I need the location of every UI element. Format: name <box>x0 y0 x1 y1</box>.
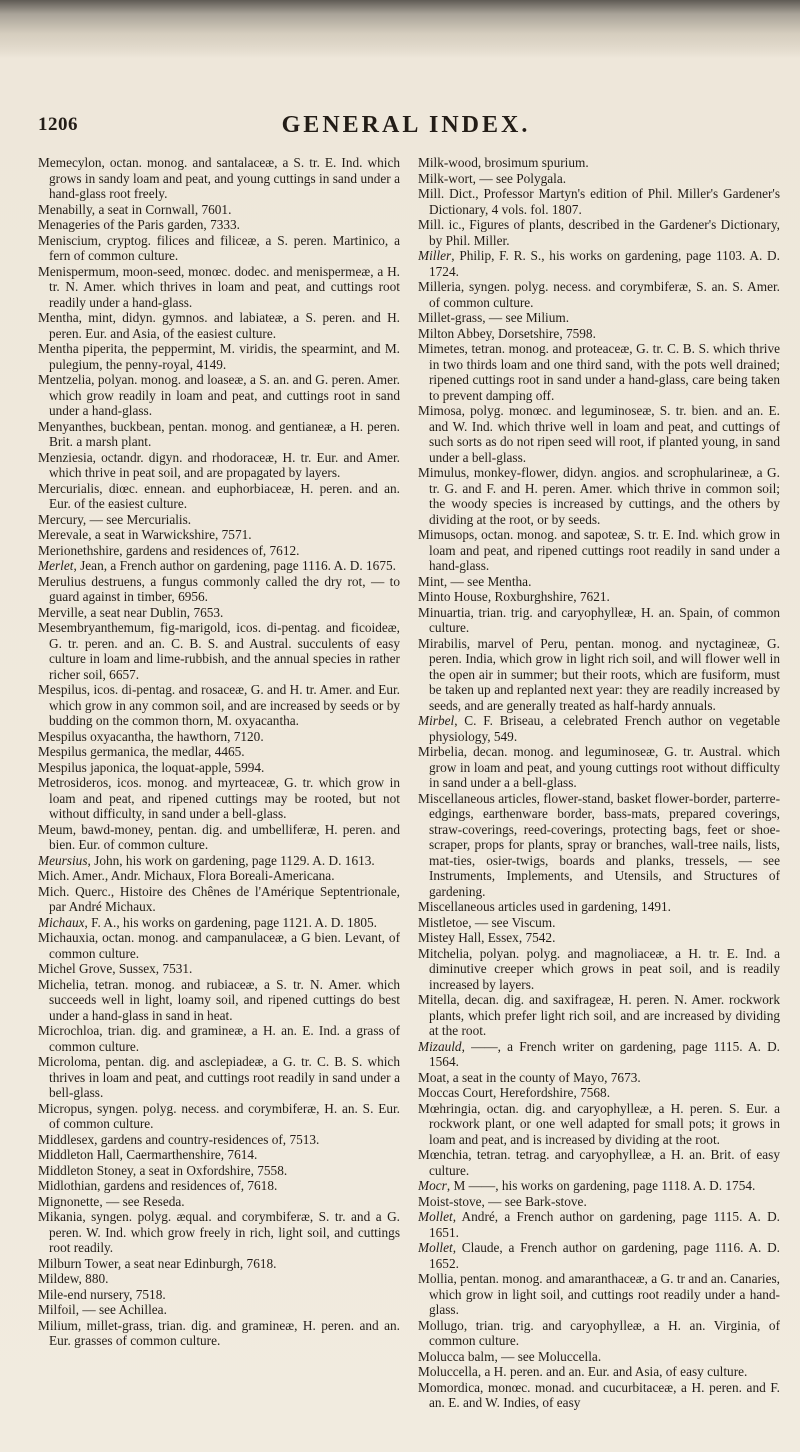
index-term: Middleton Stoney <box>38 1162 133 1178</box>
index-description: , pentan. monog. and amaranthaceæ, a G. tr and an. Canaries, which grow in light soil, and cuttings root readily under a hand-glass. <box>429 1271 780 1317</box>
index-entry <box>418 341 780 403</box>
index-term: Merionethshire <box>38 542 120 558</box>
index-term: Middleton Hall <box>38 1147 120 1162</box>
index-entry <box>418 1209 780 1240</box>
index-term: Mercurialis <box>38 480 100 496</box>
index-entry <box>38 915 400 931</box>
index-entry <box>418 155 780 171</box>
index-entry <box>38 1132 400 1148</box>
index-description: , syngen. polyg. æqual. and corymbiferæ, S. tr. and a G. peren. W. Ind. which grow freely in rich, light soil, and cuttings root readily. <box>49 1209 400 1255</box>
index-term: Mimulus <box>418 465 467 480</box>
page-number: 1206 <box>38 114 78 135</box>
index-description: of the Paris garden, 7333. <box>100 217 240 232</box>
index-entry <box>418 1178 780 1194</box>
index-term: Mollugo <box>418 1317 464 1333</box>
index-term: Mile-end nursery <box>38 1286 130 1302</box>
index-entry <box>418 992 780 1039</box>
index-term: Mizauld <box>418 1038 462 1054</box>
index-entry <box>38 1023 400 1054</box>
index-description: , — see Mentha. <box>443 573 532 589</box>
index-description: , Histoire des Chênes de l'Amérique Septentrionale, par André Michaux. <box>49 883 400 914</box>
index-description: , M ——, his works on gardening, page 1118. A. D. 1754. <box>446 1178 756 1193</box>
index-term: Mimusops <box>418 527 475 542</box>
index-entry <box>38 1302 400 1318</box>
index-term: Mœnchia <box>418 1147 469 1162</box>
index-description: , monœc. monad. and cucurbitaceæ, a H. peren. and F. an. E. and W. Indies, of easy <box>429 1379 780 1410</box>
left-column <box>38 155 400 1450</box>
index-term: Mikania <box>38 1209 83 1224</box>
index-entry <box>38 543 400 559</box>
index-entry <box>418 1194 780 1210</box>
index-description: , Herefordshire, 7568. <box>492 1085 611 1100</box>
index-entry <box>38 574 400 605</box>
index-entry <box>38 682 400 729</box>
index-entry <box>38 868 400 884</box>
index-term: Mespilus oxyacantha <box>38 728 151 744</box>
index-entry <box>38 558 400 574</box>
index-entry <box>418 605 780 636</box>
index-entry <box>418 574 780 590</box>
index-description: , F. A., his works on gardening, page 1121. A. D. 1805. <box>84 914 377 930</box>
index-entry <box>38 930 400 961</box>
index-entry <box>38 620 400 682</box>
right-column <box>418 155 780 1450</box>
index-term: Momordica <box>418 1379 481 1395</box>
index-term: Mildew <box>38 1271 79 1286</box>
index-description: , Professor Martyn's edition of Phil. Miller's Gardener's Dictionary, 4 vols. fol. 1807. <box>429 186 780 217</box>
index-description: , the peppermint, M. viridis, the spearmint, and M. pulegium, the penny-royal, 4149. <box>49 341 400 372</box>
index-term: Menabilly <box>38 201 92 217</box>
index-term: Mill. Dict. <box>418 186 476 201</box>
index-term: Mespilus <box>38 682 87 697</box>
index-term: Midlothian <box>38 1178 98 1193</box>
index-term: Mitella <box>418 992 457 1007</box>
index-term: Microloma <box>38 1054 98 1069</box>
index-description: , tetran. monog. and proteaceæ, G. tr. C. B. S. which thrive in two thirds loam and one third sand, with the pots well drained; ripened cuttings root in sand under a hand-glass, care being taken to prevent damping off. <box>429 341 780 403</box>
index-description: , octan. dig. and caryophylleæ, a H. peren. S. Eur. a rockwork plant, or one well adapted for small pots; it grows in loam and peat, and is increased by dividing at the root. <box>429 1100 780 1147</box>
index-description: , octan. monog. and sapoteæ, S. tr. E. Ind. which grow in loam and peat, and ripened cuttings root readily in sand under a hand-glass. <box>429 527 780 573</box>
index-entry <box>38 1101 400 1132</box>
index-description: , — see Achillea. <box>75 1302 167 1317</box>
index-description: , Dorsetshire, 7598. <box>491 325 596 341</box>
index-entry <box>418 465 780 527</box>
index-description: , ——, a French writer on gardening, page 1115. A. D. 1564. <box>429 1038 780 1069</box>
index-description: , the loquat-apple, 5994. <box>135 759 265 775</box>
index-entry <box>38 217 400 233</box>
index-entry <box>418 217 780 248</box>
index-entry <box>38 1318 400 1349</box>
index-term: Mentha <box>38 310 79 325</box>
index-term: Moat <box>418 1069 447 1085</box>
index-description: , icos. di-pentag. and rosaceæ, G. and H. tr. Amer. and Eur. which grow in any common soil, and are increased by seeds or by budding on the common thorn, M. oxyacantha. <box>49 682 400 728</box>
index-description: , — see Polygala. <box>472 170 567 186</box>
index-entry <box>418 1318 780 1349</box>
index-entry <box>38 1287 400 1303</box>
index-description: , icos. monog. and myrteaceæ, G. tr. which grow in loam and peat, and ripened cuttings may be rooted, but not without difficulty, in sand under a bell-glass. <box>49 775 400 821</box>
index-description: , diœc. ennean. and euphorbiaceæ, H. peren. and an. Eur. of the easiest culture. <box>49 480 400 511</box>
index-description: , Sussex, 7531. <box>112 961 193 976</box>
index-entry <box>38 1271 400 1287</box>
index-term: Metrosideros <box>38 775 109 790</box>
index-entry <box>38 1194 400 1210</box>
index-description: , octandr. digyn. and rhodoraceæ, H. tr. Eur. and Amer. which thrive in peat soil, and are propagated by layers. <box>49 449 400 480</box>
index-description: , a seat in Oxfordshire, 7558. <box>132 1162 288 1178</box>
index-term: Mirabilis <box>418 635 467 651</box>
index-term: Merlet <box>38 558 74 573</box>
index-description: , — see Bark-stove. <box>481 1193 587 1209</box>
index-description: , millet-grass, trian. dig. and gramineæ, H. peren. and an. Eur. grasses of common culture. <box>49 1317 400 1348</box>
index-entry <box>418 326 780 342</box>
index-term: Memecylon <box>38 155 102 170</box>
index-description: , octan. monog. and santalaceæ, a S. tr. E. Ind. which grows in sandy loam and peat, and young cuttings in sand under a hand-glass root freely. <box>49 155 400 201</box>
index-entry <box>38 450 400 481</box>
index-term: Mespilus japonica <box>38 759 136 775</box>
page-edge-shadow <box>0 0 800 58</box>
index-description: , Roxburghshire, 7621. <box>487 589 610 604</box>
index-term: Mollia <box>418 1271 454 1286</box>
index-entry <box>418 403 780 465</box>
index-entry <box>418 636 780 714</box>
index-term: Mentzelia <box>38 372 92 387</box>
index-term: Mich. Querc. <box>38 883 111 899</box>
index-term: Merevale <box>38 527 89 542</box>
index-term: Merville <box>38 604 84 620</box>
index-description: , Essex, 7542. <box>481 930 556 945</box>
index-description: , John, his work on gardening, page 1129. A. D. 1613. <box>87 852 375 868</box>
index-term: Millet-grass <box>418 310 483 325</box>
index-term: Mirbelia <box>418 744 464 759</box>
index-entry <box>418 1364 780 1380</box>
index-entry <box>418 1070 780 1086</box>
index-term: Micropus <box>38 1100 89 1116</box>
index-term: Mercury <box>38 511 83 527</box>
index-description: , gardens and residences of, 7618. <box>97 1178 278 1193</box>
index-description: , — see Milium. <box>482 310 570 325</box>
index-entry <box>38 1147 400 1163</box>
index-term: Mich. Amer. <box>38 868 105 883</box>
index-description: , polyg. monœc. and leguminoseæ, S. tr. bien. and an. E. and W. Ind. which thrive well in loam and peat, and cuttings of such sorts as do not ripen seed will root, if planted young, in sand under a bell-glass. <box>429 403 780 465</box>
index-entry <box>38 310 400 341</box>
index-term: Michauxia <box>38 930 95 945</box>
running-title: GENERAL INDEX. <box>281 112 531 138</box>
index-term: Mesembryanthemum <box>38 620 151 635</box>
index-term: Mœhringia <box>418 1100 478 1116</box>
index-entry <box>38 775 400 822</box>
index-term: Mint <box>418 573 444 589</box>
index-description: , mint, didyn. gymnos. and labiateæ, a S. peren. and H. peren. Eur. and Asia, of the easiest culture. <box>49 310 400 341</box>
index-entry <box>418 1380 780 1411</box>
index-description: , polyan. monog. and loaseæ, a S. an. and G. peren. Amer. which grow readily in loam and peat, and cuttings root in sand under a hand-glass. <box>49 372 400 418</box>
index-entry <box>38 202 400 218</box>
index-description: , a seat in Warwickshire, 7571. <box>88 527 252 542</box>
index-entry <box>418 744 780 791</box>
index-description: , C. F. Briseau, a celebrated French author on vegetable physiology, 549. <box>429 713 780 744</box>
index-term: Mentha piperita <box>38 341 124 356</box>
index-description: , marvel of Peru, pentan. monog. and nyctagineæ, G. peren. India, which grow in light rich soil, and will flower well in the open air in summer; but their roots, which are fusiform, must be taken up and replanted next year: they are readily increased by seeds, and are generally treated as half-hardy annuals. <box>429 635 780 713</box>
index-description: , polyan. polyg. and magnoliaceæ, a H. tr. E. Ind. a diminutive creeper which grows in peat soil, and is readily increased by layers. <box>429 945 780 992</box>
index-description: , a seat near Dublin, 7653. <box>83 604 224 620</box>
index-entry <box>418 1039 780 1070</box>
index-description: , 7518. <box>129 1286 166 1302</box>
index-term: Meursius <box>38 852 88 868</box>
index-entry <box>418 713 780 744</box>
index-description: , gardens and country-residences of, 7513. <box>94 1131 320 1147</box>
index-entry <box>38 155 400 202</box>
index-description: , — see Reseda. <box>99 1193 185 1209</box>
index-term: Menispermum <box>38 263 116 279</box>
index-entry <box>38 481 400 512</box>
index-description: , trian. trig. and caryophylleæ, H. an. Spain, of common culture. <box>429 604 780 635</box>
index-term: Mimetes <box>418 341 465 356</box>
index-term: Michel Grove <box>38 961 113 976</box>
index-description: , brosimum spurium. <box>477 155 589 170</box>
index-description: , Andr. Michaux, Flora Boreali-Americana. <box>104 868 335 883</box>
index-description: , a H. peren. and an. Eur. and Asia, of easy culture. <box>477 1364 748 1379</box>
index-entry <box>38 341 400 372</box>
index-term: Mespilus germanica <box>38 744 146 759</box>
index-description: , the medlar, 4465. <box>145 744 245 759</box>
index-description: , decan. dig. and saxifrageæ, H. peren. N. Amer. rockwork plants, which prefer light rich soil, and are increased by dividing at the root. <box>429 992 780 1038</box>
index-term: Menziesia <box>38 449 93 465</box>
index-description: , trian. dig. and gramineæ, a H. an. E. Ind. a grass of common culture. <box>49 1023 400 1054</box>
index-term: Milburn Tower <box>38 1255 118 1271</box>
index-term: Mill. ic. <box>418 217 462 232</box>
index-term: Moist-stove <box>418 1193 482 1209</box>
index-term: Mistey Hall <box>418 930 482 945</box>
index-term: Mirbel <box>418 713 455 728</box>
index-entry <box>38 853 400 869</box>
index-description: , cryptog. filices and filiceæ, a S. peren. Martinico, a fern of common culture. <box>49 232 400 263</box>
index-entry <box>38 527 400 543</box>
index-entry <box>38 1209 400 1256</box>
index-description: , 880. <box>78 1271 109 1286</box>
index-description: , gardens and residences of, 7612. <box>119 542 300 558</box>
index-term: Mitchelia <box>418 945 469 961</box>
index-term: Moluccella <box>418 1364 478 1379</box>
index-description: , syngen. polyg. necess. and corymbiferæ, H. an. S. Eur. of common culture. <box>49 1100 400 1131</box>
page-header <box>38 112 774 146</box>
index-term: Milium <box>38 1317 78 1333</box>
index-description: , tetran. tetrag. and caryophylleæ, a H. an. Brit. of easy culture. <box>429 1147 780 1178</box>
index-entry <box>418 171 780 187</box>
index-entry <box>418 1147 780 1178</box>
index-term: Michelia <box>38 976 86 992</box>
index-entry <box>418 946 780 993</box>
index-description: , bawd-money, pentan. dig. and umbelliferæ, H. peren. and bien. Eur. of common culture. <box>49 821 400 852</box>
index-description: , moon-seed, monœc. dodec. and menispermeæ, a H. tr. N. Amer. which thrives in loam and peat, and cuttings root readily under a hand-glass. <box>49 263 400 310</box>
index-entry <box>38 372 400 419</box>
index-description: , a seat in the county of Mayo, 7673. <box>446 1069 641 1085</box>
index-entry <box>418 1085 780 1101</box>
index-entry <box>38 822 400 853</box>
index-entry <box>38 744 400 760</box>
index-term: Menageries <box>38 217 101 232</box>
index-description: , — see Moluccella. <box>494 1348 602 1364</box>
index-term: Mignonette <box>38 1193 100 1209</box>
index-entry <box>38 977 400 1024</box>
index-term: Miscellaneous articles used in gardening <box>418 899 635 914</box>
index-entry <box>418 310 780 326</box>
index-entry <box>418 589 780 605</box>
index-term: Milton Abbey <box>418 325 492 341</box>
index-term: Middlesex <box>38 1131 95 1147</box>
index-entry <box>38 884 400 915</box>
index-entry <box>38 1163 400 1179</box>
index-term: Miscellaneous articles <box>418 790 537 806</box>
index-term: Mocr <box>418 1178 447 1193</box>
index-term: Michaux <box>38 914 85 930</box>
index-entry <box>38 419 400 450</box>
index-term: Meum <box>38 821 73 837</box>
index-term: Microchloa <box>38 1023 100 1038</box>
index-entry <box>418 915 780 931</box>
index-term: Minto House <box>418 589 488 604</box>
index-description: , a seat in Cornwall, 7601. <box>91 201 232 217</box>
index-entry <box>418 899 780 915</box>
index-entry <box>418 186 780 217</box>
index-description: , tetran. monog. and rubiaceæ, a S. tr. N. Amer. which succeeds well in light, loamy soil, and ripened cuttings do best under a hand-glass in sand in heat. <box>49 976 400 1023</box>
index-description: , the hawthorn, 7120. <box>150 728 264 744</box>
index-entry <box>418 527 780 574</box>
index-entry <box>38 512 400 528</box>
index-description: , — see Viscum. <box>468 914 556 930</box>
index-entry <box>38 264 400 311</box>
index-entry <box>418 791 780 900</box>
index-entry <box>38 760 400 776</box>
index-term: Milleria <box>418 279 461 294</box>
index-entry <box>418 1101 780 1148</box>
index-entry <box>38 729 400 745</box>
index-term: Mollet <box>418 1240 453 1255</box>
index-term: Merulius destruens <box>38 573 142 589</box>
index-term: Menyanthes <box>38 418 103 434</box>
index-term: Milk-wood <box>418 155 478 170</box>
index-description: , — see Mercurialis. <box>82 511 192 527</box>
index-description: , Philip, F. R. S., his works on gardening, page 1103. A. D. 1724. <box>429 248 780 279</box>
index-entry <box>418 930 780 946</box>
index-entry <box>38 1256 400 1272</box>
index-description: , pentan. dig. and asclepiadeæ, a G. tr. C. B. S. which thrives in loam and peat, and cuttings root readily in sand under a bell-glass. <box>49 1054 400 1100</box>
index-description: , Figures of plants, described in the Gardener's Dictionary, by Phil. Miller. <box>429 217 780 248</box>
index-entry <box>38 1054 400 1101</box>
index-entry <box>418 279 780 310</box>
index-entry <box>38 961 400 977</box>
index-description: , flower-stand, basket flower-border, parterre-edgings, earthenware border, bass-mats, prepared coverings, straw-coverings, reed-coverings, protecting bags, feet or shoe-scraper, props for plants, spray or branches, wall-tree nails, lists, mat-ties, osier-twigs, boards and planks, tressels, — see Instruments, Implements, and Utensils, and Structures of gardening. <box>429 790 780 899</box>
index-entry <box>418 1349 780 1365</box>
index-description: , monkey-flower, didyn. angios. and scrophularineæ, a G. tr. G. and F. and H. peren. Amer. which thrive in common soil; the woody species is increased by cuttings, and the others by dividing at the root, or by seeds. <box>429 465 780 527</box>
index-entry <box>38 233 400 264</box>
index-entry <box>418 1240 780 1271</box>
index-description: , Jean, a French author on gardening, page 1116. A. D. 1675. <box>73 558 396 573</box>
index-term: Milfoil <box>38 1302 76 1317</box>
index-description: , André, a French author on gardening, page 1115. A. D. 1651. <box>429 1209 780 1240</box>
index-description: , fig-marigold, icos. di-pentag. and ficoideæ, G. tr. peren. and an. C. B. S. and Austral. succulents of easy culture in loam and lime-rubbish, and the annual species in rather richer soil, 6657. <box>49 620 400 682</box>
index-term: Miller <box>418 248 452 263</box>
index-entry <box>418 248 780 279</box>
index-description: , 1491. <box>634 899 671 914</box>
index-entry <box>418 1271 780 1318</box>
index-description: , syngen. polyg. necess. and corymbiferæ, S. an. S. Amer. of common culture. <box>429 279 780 310</box>
index-entry <box>38 605 400 621</box>
index-term: Minuartia <box>418 604 471 620</box>
index-term: Mollet <box>418 1209 453 1224</box>
index-term: Mimosa <box>418 403 462 418</box>
index-term: Mistletoe <box>418 914 469 930</box>
index-description: , Caermarthenshire, 7614. <box>119 1147 258 1162</box>
index-description: , trian. trig. and caryophylleæ, a H. an. Virginia, of common culture. <box>429 1317 780 1348</box>
index-description: , a seat near Edinburgh, 7618. <box>117 1255 277 1271</box>
index-columns <box>38 155 780 1450</box>
index-description: , buckbean, pentan. monog. and gentianeæ, a H. peren. Brit. a marsh plant. <box>49 418 400 449</box>
index-description: , Claude, a French author on gardening, page 1116. A. D. 1652. <box>429 1240 780 1271</box>
index-term: Moccas Court <box>418 1085 493 1100</box>
index-term: Milk-wort <box>418 170 473 186</box>
index-term: Meniscium <box>38 232 98 248</box>
index-entry <box>38 1178 400 1194</box>
index-description: , a fungus commonly called the dry rot, — to guard against in timber, 6956. <box>49 573 400 604</box>
index-description: , octan. monog. and campanulaceæ, a G bien. Levant, of common culture. <box>49 930 400 961</box>
index-description: , decan. monog. and leguminoseæ, G. tr. Austral. which grow in loam and peat, and young cuttings root without difficulty in sand under a a bell-glass. <box>429 744 780 790</box>
index-term: Molucca balm <box>418 1348 495 1364</box>
